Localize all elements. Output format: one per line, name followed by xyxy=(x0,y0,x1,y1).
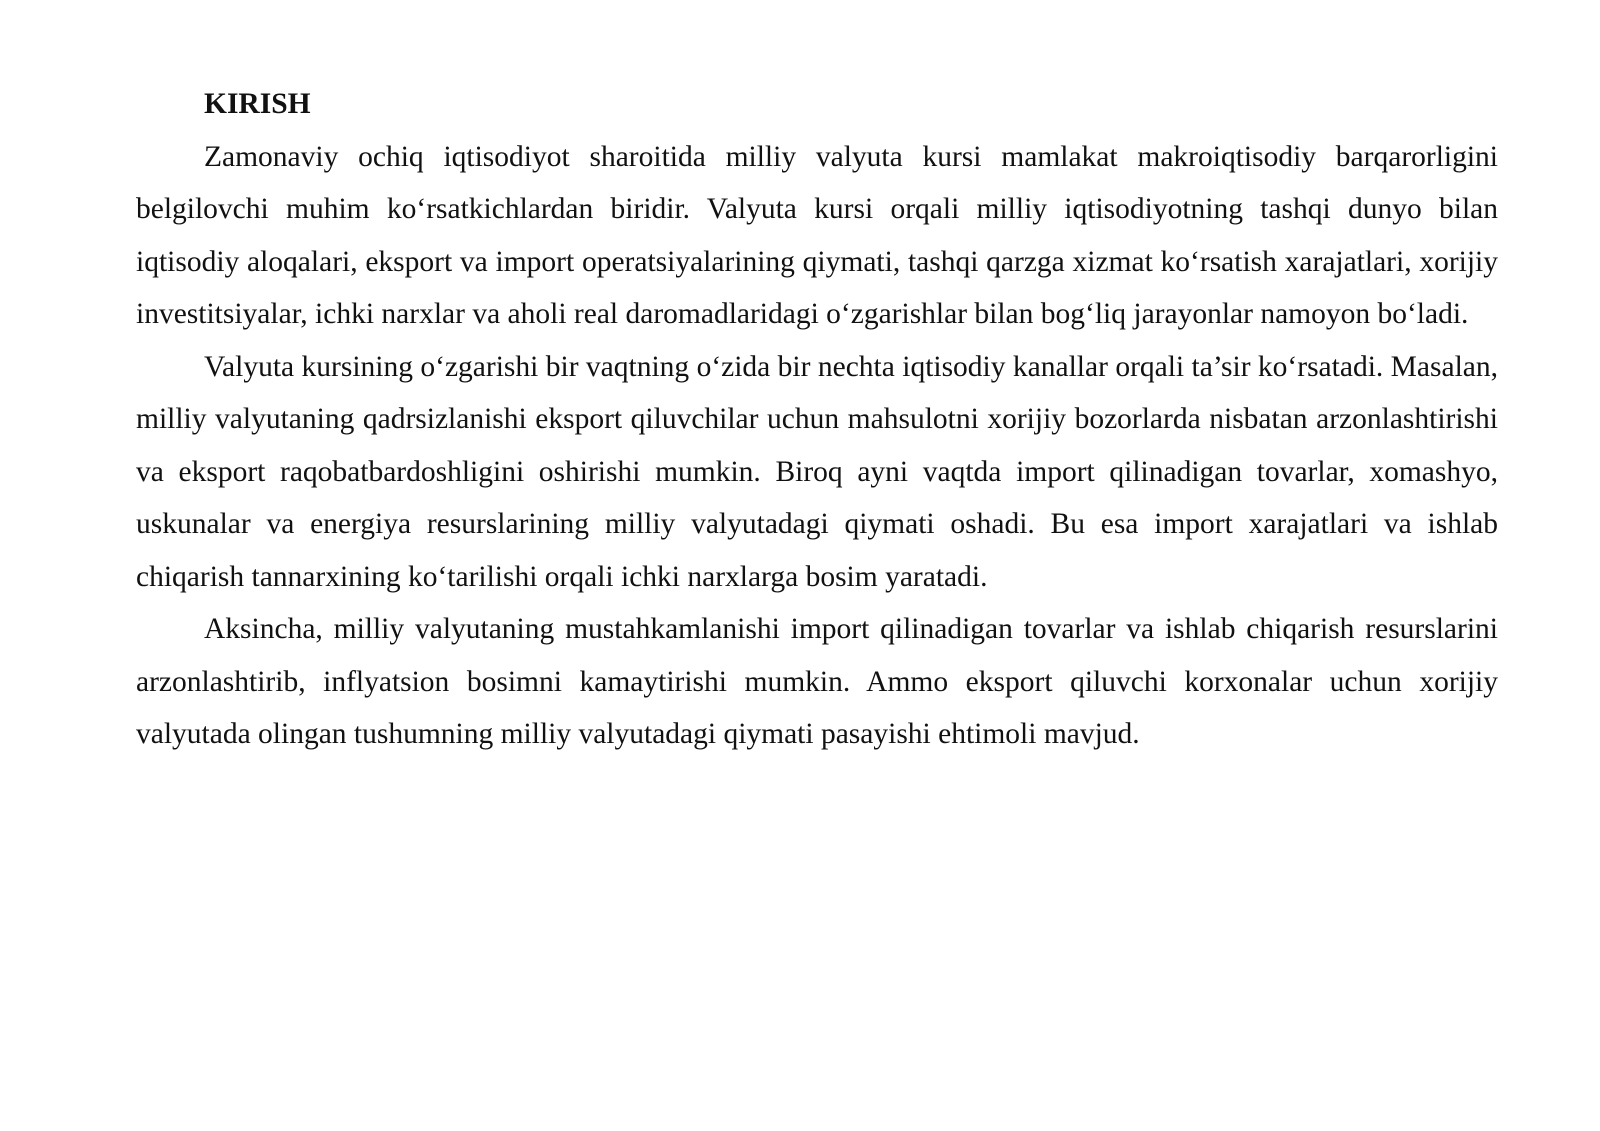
paragraph-2: Valyuta kursining o‘zgarishi bir vaqtning o‘zida bir nechta iqtisodiy kanallar orqali ta’sir ko‘rsatadi. Masalan, milliy valyutaning qadrsizlanishi eksport qiluvchilar uchun mahsulotni xorijiy bozorlarda nisbatan arzonlashtirishi va eksport raqobatbardoshligini oshirishi mumkin. Biroq ayni vaqtda import qilinadigan tovarlar, xomashyo, uskunalar va energiya resurslarining milliy valyutadagi qiymati oshadi. Bu esa import xarajatlari va ishlab chiqarish tannarxining ko‘tarilishi orqali ichki narxlarga bosim yaratadi. xyxy=(136,350,1498,593)
paragraph-3: Aksincha, milliy valyutaning mustahkamlanishi import qilinadigan tovarlar va ishlab chiqarish resurslarini arzonlashtirib, inflyatsion bosimni kamaytirishi mumkin. Ammo eksport qiluvchi korxonalar uchun xorijiy valyutada olingan tushumning milliy valyutadagi qiymati pasayishi ehtimoli mavjud. xyxy=(136,613,1498,750)
paragraph-1: Zamonaviy ochiq iqtisodiyot sharoitida milliy valyuta kursi mamlakat makroiqtisodiy barqarorligini belgilovchi muhim ko‘rsatkichlardan biridir. Valyuta kursi orqali milliy iqtisodiyotning tashqi dunyo bilan iqtisodiy aloqalari, eksport va import operatsiyalarining qiymati, tashqi qarzga xizmat ko‘rsatish xarajatlari, xorijiy investitsiyalar, ichki narxlar va aholi real daromadlaridagi o‘zgarishlar bilan bog‘liq jarayonlar namoyon bo‘ladi. xyxy=(136,140,1498,330)
section-heading: KIRISH xyxy=(204,88,311,120)
document-page xyxy=(136,78,1498,761)
